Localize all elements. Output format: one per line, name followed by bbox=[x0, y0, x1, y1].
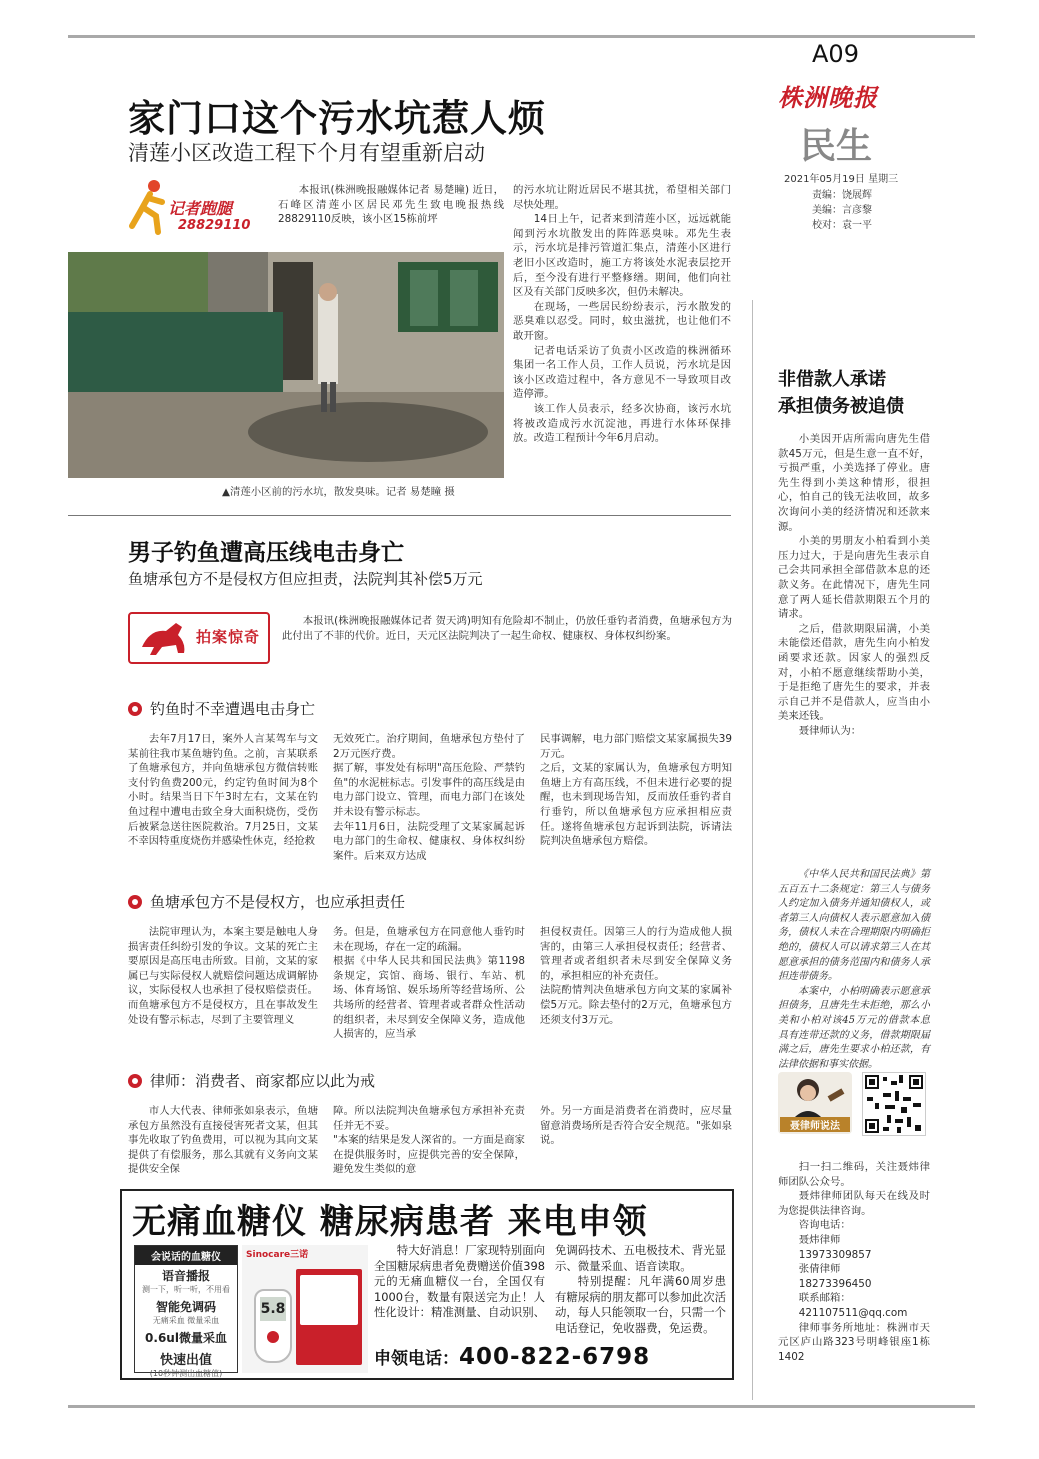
photo-caption: ▲清莲小区前的污水坑，散发臭味。记者 易楚瞳 摄 bbox=[222, 486, 455, 498]
article3-body: 小美因开店所需向唐先生借款45万元，但是生意一直不好，亏损严重，小美选择了停业。唐先生得到小美这种情形，很担心，怕自己的钱无法收回，故多次询问小美的经济情况和还款来源。 小美的男朋友小柏看到小美压力过大，于是向唐先生表示自己会共同承担全部借款本息的还款义务。在此情况下，唐先生同意了两人延长借款期限五个月的请求。 之后，借款期限届满，小美未能偿还借款，唐先生向小柏发函要求还款。因家人的强烈反对，小柏不愿意继续帮助小美，于是拒绝了唐先生的要求，并表示自己并不是借款人，应当由小美来还钱。 聂律师认为： bbox=[778, 433, 930, 737]
product-box-label bbox=[300, 1275, 358, 1325]
article1-body: 的污水坑让附近居民不堪其扰，希望相关部门尽快处理。 14日上午，记者来到清莲小区，远远就能闻到污水坑散发出的阵阵恶臭味。邓先生表示，污水坑是排污管道汇集点，清莲小区进行老旧小区改造时，施工方将该处水泥表层挖开后，至今没有进行平整修缮。期间，他们向社区及有关部门反映多次，但仍未解决。 在现场，一些居民纷纷表示，污水散发的恶臭难以忍受。同时，蚊虫滋扰，也让他们不敢开窗。 记者电话采访了负责小区改造的株洲循环集团一名工作人员，工作人员说，污水坑是因该小区改造过程中，各方意见不一导致项目改造停滞。 该工作人员表示，经多次协商，该污水坑将被改造成污水沉淀池，再进行水体环保排放。改造工程预计今年6月启动。 bbox=[513, 184, 731, 445]
section3-heading bbox=[128, 1070, 375, 1091]
section2-title: 鱼塘承包方不是侵权方，也应承担责任 bbox=[150, 893, 406, 911]
designer-credit: 美编：言彦黎 bbox=[812, 205, 872, 216]
section3-title: 律师：消费者、商家都应以此为戒 bbox=[150, 1072, 376, 1090]
article1-photo bbox=[68, 252, 504, 478]
article-divider bbox=[68, 515, 731, 516]
sewage-pit-photo bbox=[68, 252, 504, 478]
proofreader-credit: 校对：袁一平 bbox=[812, 220, 872, 231]
article1-subtitle: 清莲小区改造工程下个月有望重新启动 bbox=[128, 141, 485, 165]
ad-box-item: 智能免调码 bbox=[155, 1300, 216, 1314]
ad-phone-number: 400-822-6798 bbox=[459, 1344, 651, 1370]
product-box-icon bbox=[296, 1269, 362, 1365]
sec1-col1: 去年7月17日，案外人言某驾车与文某前往我市某鱼塘钓鱼。之前，言某联系了鱼塘承包方，并向鱼塘承包方微信转账支付钓鱼费200元，约定钓鱼时间为8个小时。结果当日下午3时左右，文某在钓鱼过程中遭电击致全身大面积烧伤，受伤后被紧急送往医院救治。7月25日，文某不幸因特重度烧伤并感染性休克，经抢救 bbox=[128, 733, 318, 848]
lawyer-badge-label: 聂律师说法 bbox=[780, 1117, 850, 1132]
ad-product-image bbox=[242, 1245, 368, 1373]
sec2-col1: 法院审理认为，本案主要是触电人身损害责任纠纷引发的争议。文某的死亡主要原因是高压电击所致。目前，文某的家属已与实际侵权人就赔偿问题达成调解协议，实际侵权人也承担了侵权赔偿责任。而鱼塘承包方不是侵权方，且在事故发生处设有警示标志，尽到了主要管理义 bbox=[128, 926, 318, 1026]
article1-title: 家门口这个污水坑惹人烦 bbox=[128, 97, 546, 140]
bullet-icon bbox=[128, 1074, 142, 1088]
article1-lead: 本报讯(株洲晚报融媒体记者 易楚瞳) 近日，石峰区清莲小区居民邓先生致电晚报热线28829110反映，该小区15栋前坪 bbox=[278, 184, 504, 226]
column-divider bbox=[752, 300, 753, 1400]
bullet-icon bbox=[128, 895, 142, 909]
section1-title: 钓鱼时不幸遭遇电击身亡 bbox=[150, 700, 316, 718]
advertisement[interactable] bbox=[120, 1189, 734, 1380]
case-badge-label: 拍案惊奇 bbox=[196, 628, 261, 646]
brand-logo: 株洲晚报 bbox=[778, 83, 878, 112]
qr-code-icon bbox=[863, 1073, 925, 1135]
section2-heading bbox=[128, 891, 405, 912]
article3-title-line1: 非借款人承诺 bbox=[778, 369, 886, 390]
meter-button-icon bbox=[267, 1331, 279, 1343]
section-name: 民生 bbox=[800, 126, 873, 167]
ad-box-small: 无痛采血 微量采血 bbox=[152, 1316, 220, 1325]
ad-box-small: 测一下，听一听，不用看 bbox=[142, 1285, 230, 1294]
ad-box-small: (10秒钟测出血糖值) bbox=[149, 1369, 223, 1378]
article2-title: 男子钓鱼遭高压线电击身亡 bbox=[128, 540, 404, 566]
top-rule bbox=[68, 35, 975, 38]
article2-subtitle: 鱼塘承包方不是侵权方但应担责，法院判其补偿5万元 bbox=[128, 570, 483, 588]
ad-body: 特大好消息！厂家现特别面向全国糖尿病患者免费赠送价值398元的无痛血糖仪一台，全国仅有1000台，数量有限送完为止！人性化设计：精准测量、自动识别、免调码技术、五电极技术、背光显示、微量采血、语音读取。 特别提醒：凡年满60周岁患有糖尿病的朋友都可以参加此次活动，每人只能领取一台，只需一个电话登记，免收器费，免运费。 bbox=[374, 1243, 726, 1335]
badge-phone: 28829110 bbox=[178, 218, 251, 233]
sec1-col2: 无效死亡。治疗期间，鱼塘承包方垫付了2万元医疗费。 据了解，事发处有标明"高压危险、严禁钓鱼"的水泥桩标志。引发事件的高压线是由电力部门设立、管理，而电力部门在该处并未设有警示标志。 去年11月6日，法院受理了文某家属起诉电力部门的生命权、健康权、身体权纠纷案件。后来双方达成 bbox=[333, 733, 525, 862]
bottom-rule bbox=[68, 1405, 975, 1408]
article3-title-line2: 承担债务被追债 bbox=[778, 396, 904, 417]
reporter-run-badge bbox=[128, 178, 268, 240]
page-number: A09 bbox=[812, 40, 859, 68]
sec2-col2: 务。但是，鱼塘承包方在同意他人垂钓时未在现场，存在一定的疏漏。 根据《中华人民共和国民法典》第1198条规定，宾馆、商场、银行、车站、机场、体育场馆、娱乐场所等经营场所、公共场所的经营者、管理者或者群众性活动的组织者，未尽到安全保障义务，造成他人损害的，应当承 bbox=[333, 926, 525, 1041]
ad-box-title: 会说话的血糖仪 bbox=[135, 1246, 237, 1265]
sec3-col1: 市人大代表、律师张如泉表示，鱼塘承包方虽然没有直接侵害死者文某，但其事先收取了钓鱼费用，可以视为其向文某提供了有偿服务，那么其就有义务向文某提供安全保 bbox=[128, 1105, 318, 1176]
sec3-col2: 障。所以法院判决鱼塘承包方承担补充责任并无不妥。 "本案的结果是发人深省的。一方面是商家在提供服务时，应提供完善的安全保障，避免发生类似的意 bbox=[333, 1105, 525, 1176]
lawyer-contact: 扫一扫二维码，关注聂炜律师团队公众号。 聂炜律师团队每天在线及时为您提供法律咨询。 咨询电话： 聂炜律师 13973309857 张倩律师 18273396450 联系邮箱： 421107511@qq.com 律师事务所地址：株洲市天元区庐山路323号明峰银座1栋1402 bbox=[778, 1161, 930, 1363]
badge-label: 记者跑腿 bbox=[168, 199, 233, 218]
horse-icon bbox=[136, 617, 196, 661]
bullet-icon bbox=[128, 702, 142, 716]
ad-box-item: 0.6ul微量采血 bbox=[145, 1331, 227, 1345]
editor-credit: 责编：饶展辉 bbox=[812, 190, 872, 201]
meter-screen: 5.8 bbox=[260, 1297, 286, 1321]
section1-heading bbox=[128, 698, 315, 719]
lawyer-avatar bbox=[778, 1072, 852, 1134]
ad-headline: 无痛血糖仪 糖尿病患者 来电申领 bbox=[132, 1202, 648, 1242]
sec3-col3: 外。另一方面是消费者在消费时，应尽量留意消费场所是否符合安全规范。"张如泉说。 bbox=[540, 1105, 732, 1147]
glucose-meter-icon bbox=[254, 1289, 292, 1363]
ad-device-brand: Sinocare三诺 bbox=[246, 1250, 309, 1260]
running-figure-icon bbox=[128, 178, 168, 238]
ad-feature-box bbox=[134, 1245, 238, 1378]
case-badge bbox=[128, 612, 270, 664]
sec1-col3: 民事调解，电力部门赔偿文某家属损失39万元。 之后，文某的家属认为，鱼塘承包方明知鱼塘上方有高压线，不但未进行必要的提醒，也未到现场告知，反而放任垂钓者自行垂钓，所以鱼塘承包方应承担相应责任。遂将鱼塘承包方起诉到法院，诉请法院判决鱼塘承包方赔偿。 bbox=[540, 733, 732, 848]
qr-code[interactable] bbox=[862, 1072, 926, 1136]
sec2-col3: 担侵权责任。因第三人的行为造成他人损害的，由第三人承担侵权责任；经营者、管理者或者组织者未尽到安全保障义务的，承担相应的补充责任。 法院酌情判决鱼塘承包方向文某的家属补偿5万元。除去垫付的2万元，鱼塘承包方还须支付3万元。 bbox=[540, 926, 732, 1026]
article3-law-text: 《中华人民共和国民法典》第五百五十二条规定：第三人与债务人约定加入债务并通知债权人，或者第三人向债权人表示愿意加入债务，债权人未在合理期限内明确拒绝的，债权人可以请求第三人在其愿意承担的债务范围内和债务人承担连带债务。 本案中，小柏明确表示愿意承担债务，且唐先生未拒绝，那么小美和小柏对该45万元的借款本息具有连带还款的义务，借款期限届满之后，唐先生要求小柏还款，有法律依据和事实依据。 bbox=[778, 869, 930, 1070]
ad-phone-label: 申领电话： bbox=[374, 1349, 459, 1369]
ad-phone[interactable] bbox=[374, 1344, 726, 1370]
article2-lead: 本报讯(株洲晚报融媒体记者 贺天鸿)明知有危险却不制止，仍放任垂钓者消费，鱼塘承包方为此付出了不菲的代价。近日，天元区法院判决了一起生命权、健康权、身体权纠纷案。 bbox=[282, 615, 732, 642]
ad-box-item: 语音播报 bbox=[161, 1269, 210, 1283]
issue-date: 2021年05月19日 星期三 bbox=[784, 174, 899, 185]
ad-box-item: 快速出值 bbox=[159, 1353, 212, 1368]
